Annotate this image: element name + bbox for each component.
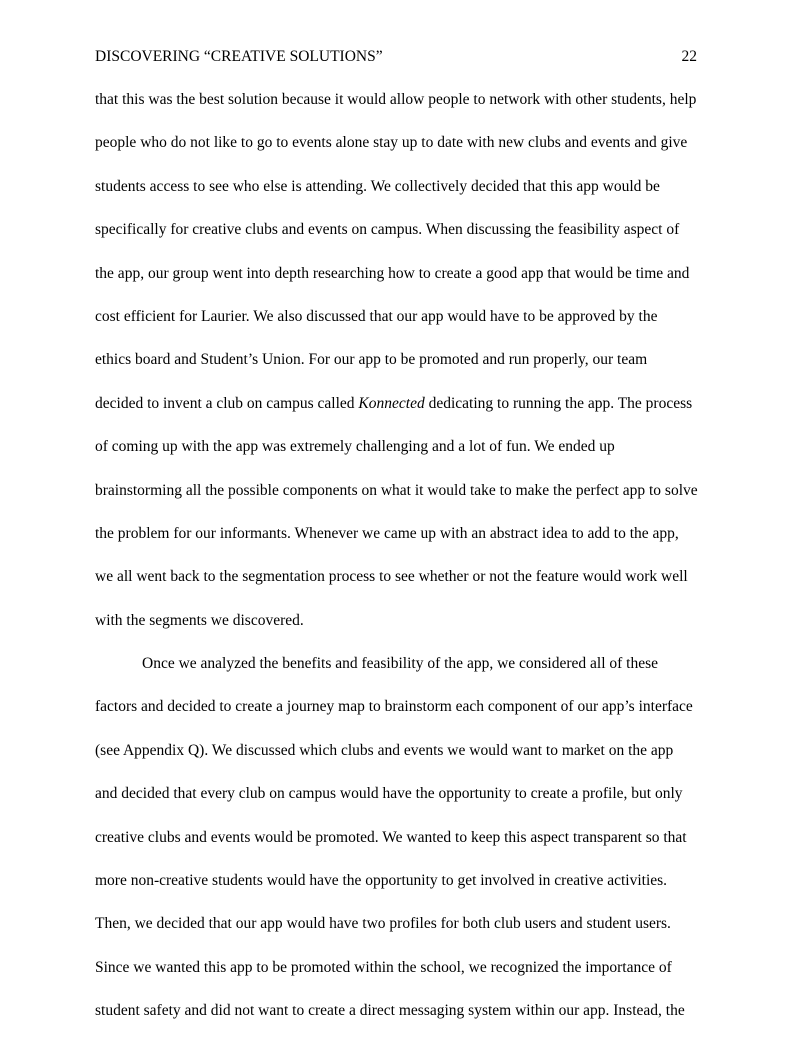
text-line: creative clubs and events would be promoted. We wanted to keep this aspect transparent so that <box>95 828 687 846</box>
page-number: 22 <box>681 48 697 65</box>
text-segment: dedicating to running the app. The process <box>424 394 693 412</box>
text-line: people who do not like to go to events alone stay up to date with new clubs and events and give <box>95 134 688 152</box>
text-line: the problem for our informants. Whenever we came up with an abstract idea to add to the app, <box>95 524 679 542</box>
text-line: student safety and did not want to create a direct messaging system within our app. Instead, the <box>95 1002 685 1020</box>
text-line: students access to see who else is attending. We collectively decided that this app would be <box>95 177 660 195</box>
text-line: specifically for creative clubs and events on campus. When discussing the feasibility aspect of <box>95 221 680 239</box>
text-segment: decided to invent a club on campus called <box>95 394 359 412</box>
text-line: ethics board and Student’s Union. For our app to be promoted and run properly, our team <box>95 351 648 369</box>
text-line: that this was the best solution because it would allow people to network with other students, help <box>95 91 697 108</box>
text-line: we all went back to the segmentation process to see whether or not the feature would work well <box>95 568 688 586</box>
text-line <box>95 394 705 437</box>
text-line: brainstorming all the possible components on what it would take to make the perfect app to solve <box>95 481 698 499</box>
body-text <box>95 90 705 1045</box>
text-line: more non-creative students would have the opportunity to get involved in creative activities. <box>95 872 668 890</box>
text-line: (see Appendix Q). We discussed which clubs and events we would want to market on the app <box>95 741 674 759</box>
text-line: Since we wanted this app to be promoted within the school, we recognized the importance of <box>95 958 672 976</box>
text-line: cost efficient for Laurier. We also discussed that our app would have to be approved by the <box>95 307 658 325</box>
text-line: of coming up with the app was extremely challenging and a lot of fun. We ended up <box>95 438 615 456</box>
text-line: with the segments we discovered. <box>95 611 304 629</box>
running-head-title: DISCOVERING “CREATIVE SOLUTIONS” <box>95 48 383 65</box>
running-header <box>95 48 697 66</box>
text-line: factors and decided to create a journey map to brainstorm each component of our app’s interface <box>95 698 693 716</box>
text-line: Then, we decided that our app would have two profiles for both club users and student users. <box>95 915 671 933</box>
text-line: the app, our group went into depth researching how to create a good app that would be time and <box>95 264 690 282</box>
text-line: Once we analyzed the benefits and feasibility of the app, we considered all of these <box>142 655 659 673</box>
club-name-italic: Konnected <box>358 394 425 412</box>
text-line: and decided that every club on campus would have the opportunity to create a profile, but only <box>95 785 683 803</box>
